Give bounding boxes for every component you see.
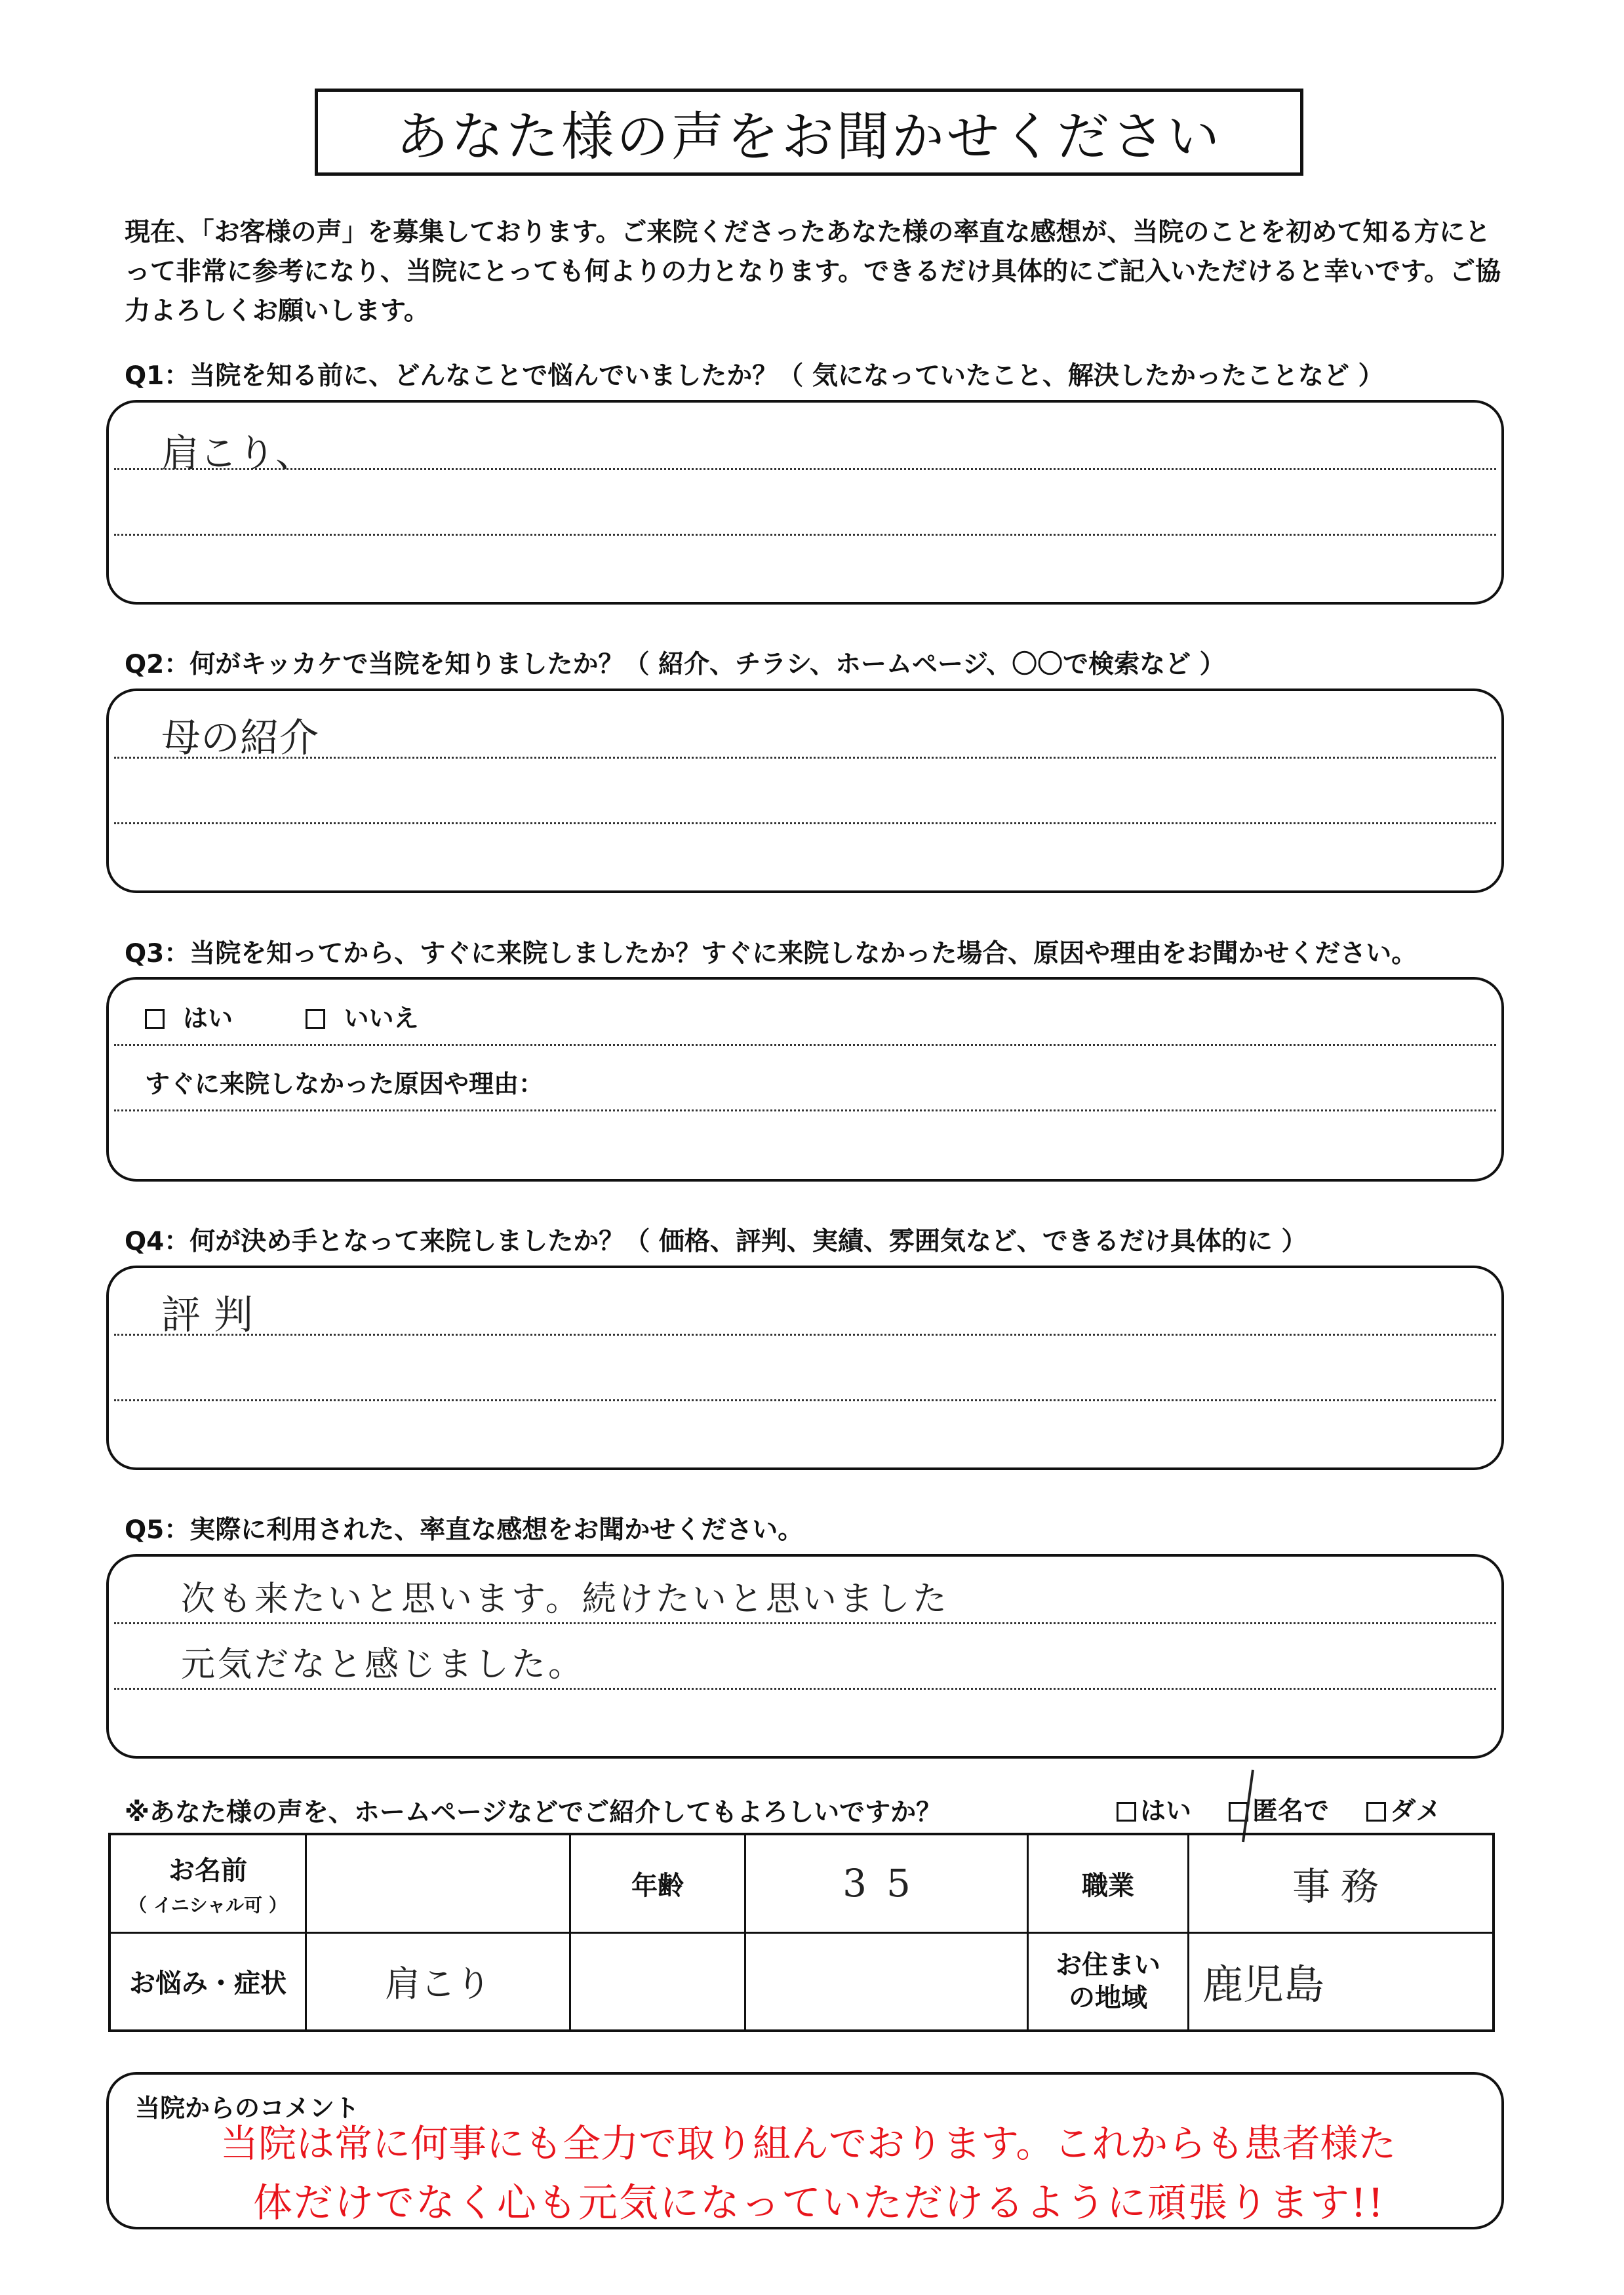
consent-yes-checkbox[interactable] — [1117, 1802, 1136, 1822]
consent-no-label: ダメ — [1390, 1797, 1442, 1826]
q5-answer-box[interactable] — [106, 1554, 1504, 1759]
consent-yes-label: はい — [1140, 1797, 1192, 1826]
age-label-cell — [570, 1834, 745, 1932]
q1-answer-box[interactable] — [106, 400, 1504, 605]
q1-question: Q1：当院を知る前に、どんなことで悩んでいましたか？（ 気になっていたこと、解決したかったことなど ） — [125, 361, 1384, 391]
name-label-cell — [109, 1834, 306, 1932]
q3-reason-label: すぐに来院しなかった原因や理由： — [145, 1069, 544, 1098]
intro-text: 現在、「お客様の声」を募集しております。ご来院くださったあなた様の率直な感想が、当院のことを初めて知る方にとって非常に参考になり、当院にとっても何よりの力となります。できるだけ具体的にご記入いただけると幸いです。ご協力よろしくお願いします。 — [125, 218, 1501, 326]
area-label-1: お住まい — [1056, 1949, 1160, 1980]
symptom-value: 肩こり — [385, 1963, 491, 2005]
comment-line-1: 当院は常に何事にも全力で取り組んでおります。これからも患者様た — [220, 2121, 1396, 2166]
area-label-cell — [1028, 1932, 1189, 2031]
q2-answer: 母の紹介 — [161, 715, 319, 761]
yes-checkbox[interactable] — [145, 1009, 165, 1029]
page-title — [315, 89, 1303, 176]
symptom-label: お悩み・症状 — [129, 1968, 287, 1999]
age-value: 35 — [842, 1861, 930, 1906]
q3-answer-box[interactable] — [106, 977, 1504, 1182]
job-value-cell[interactable] — [1189, 1834, 1494, 1932]
comment-line-2: 体だけでなく心も元気になっていただけるように頑張ります!! — [253, 2180, 1385, 2226]
answer-line — [114, 468, 1496, 470]
answer-line — [114, 757, 1496, 759]
answer-line — [114, 1044, 1496, 1046]
comment-label: 当院からのコメント — [135, 2094, 360, 2123]
page-title-text: あなた様の声をお聞かせください — [396, 106, 1222, 167]
symptom-label-cell — [109, 1932, 306, 2031]
yes-label: はい — [183, 1004, 233, 1033]
consent-options — [1117, 1791, 1441, 1827]
info-table — [108, 1833, 1495, 2032]
answer-line — [114, 1399, 1496, 1401]
q3-question: Q3：当院を知ってから、すぐに来院しましたか？すぐに来院しなかった場合、原因や理由をお聞かせください。 — [125, 939, 1417, 968]
answer-line — [114, 1109, 1496, 1111]
age-label: 年齢 — [631, 1870, 684, 1901]
symptom-value-cell[interactable] — [306, 1932, 570, 2031]
area-label-2: の地域 — [1069, 1982, 1147, 2013]
q5-answer-line-1: 次も来たいと思います。続けたいと思いました — [181, 1580, 949, 1619]
q4-answer-box[interactable] — [106, 1266, 1504, 1470]
answer-line — [114, 1622, 1496, 1624]
age-value-cell[interactable] — [745, 1834, 1028, 1932]
empty-cell — [745, 1932, 1028, 2031]
consent-question: ※あなた様の声を、ホームページなどでご紹介してもよろしいですか？ — [125, 1798, 942, 1827]
q2-question: Q2：何がキッカケで当院を知りましたか？（ 紹介、チラシ、ホームページ、〇〇で検索など ） — [125, 650, 1225, 679]
consent-anonymous-checkbox[interactable] — [1229, 1802, 1248, 1822]
empty-cell — [570, 1932, 745, 2031]
job-value: 事務 — [1292, 1864, 1389, 1909]
consent-no-checkbox[interactable] — [1366, 1802, 1386, 1822]
name-value-cell[interactable] — [306, 1834, 570, 1932]
q4-question: Q4：何が決め手となって来院しましたか？（ 価格、評判、実績、雰囲気など、できるだけ具体的に ） — [125, 1227, 1307, 1256]
q4-answer: 評判 — [161, 1292, 266, 1338]
job-label-cell — [1028, 1834, 1189, 1932]
q5-answer-line-2: 元気だなと感じました。 — [181, 1645, 585, 1685]
q1-answer: 肩こり、 — [161, 431, 314, 475]
answer-line — [114, 534, 1496, 536]
no-label: いいえ — [344, 1004, 419, 1033]
area-value: 鹿児島 — [1202, 1961, 1325, 2009]
answer-line — [114, 822, 1496, 824]
comment-box — [106, 2072, 1504, 2229]
consent-anonymous-label: 匿名で — [1252, 1797, 1330, 1826]
job-label: 職業 — [1082, 1870, 1134, 1901]
q3-choice-row — [145, 998, 419, 1034]
name-sub-label: （ イニシャル可 ） — [129, 1894, 287, 1916]
name-label: お名前 — [168, 1855, 247, 1886]
q2-answer-box[interactable] — [106, 688, 1504, 893]
no-checkbox[interactable] — [306, 1009, 325, 1029]
answer-line — [114, 1688, 1496, 1690]
answer-line — [114, 1334, 1496, 1336]
q5-question: Q5：実際に利用された、率直な感想をお聞かせください。 — [125, 1515, 804, 1545]
area-value-cell[interactable] — [1189, 1932, 1494, 2031]
